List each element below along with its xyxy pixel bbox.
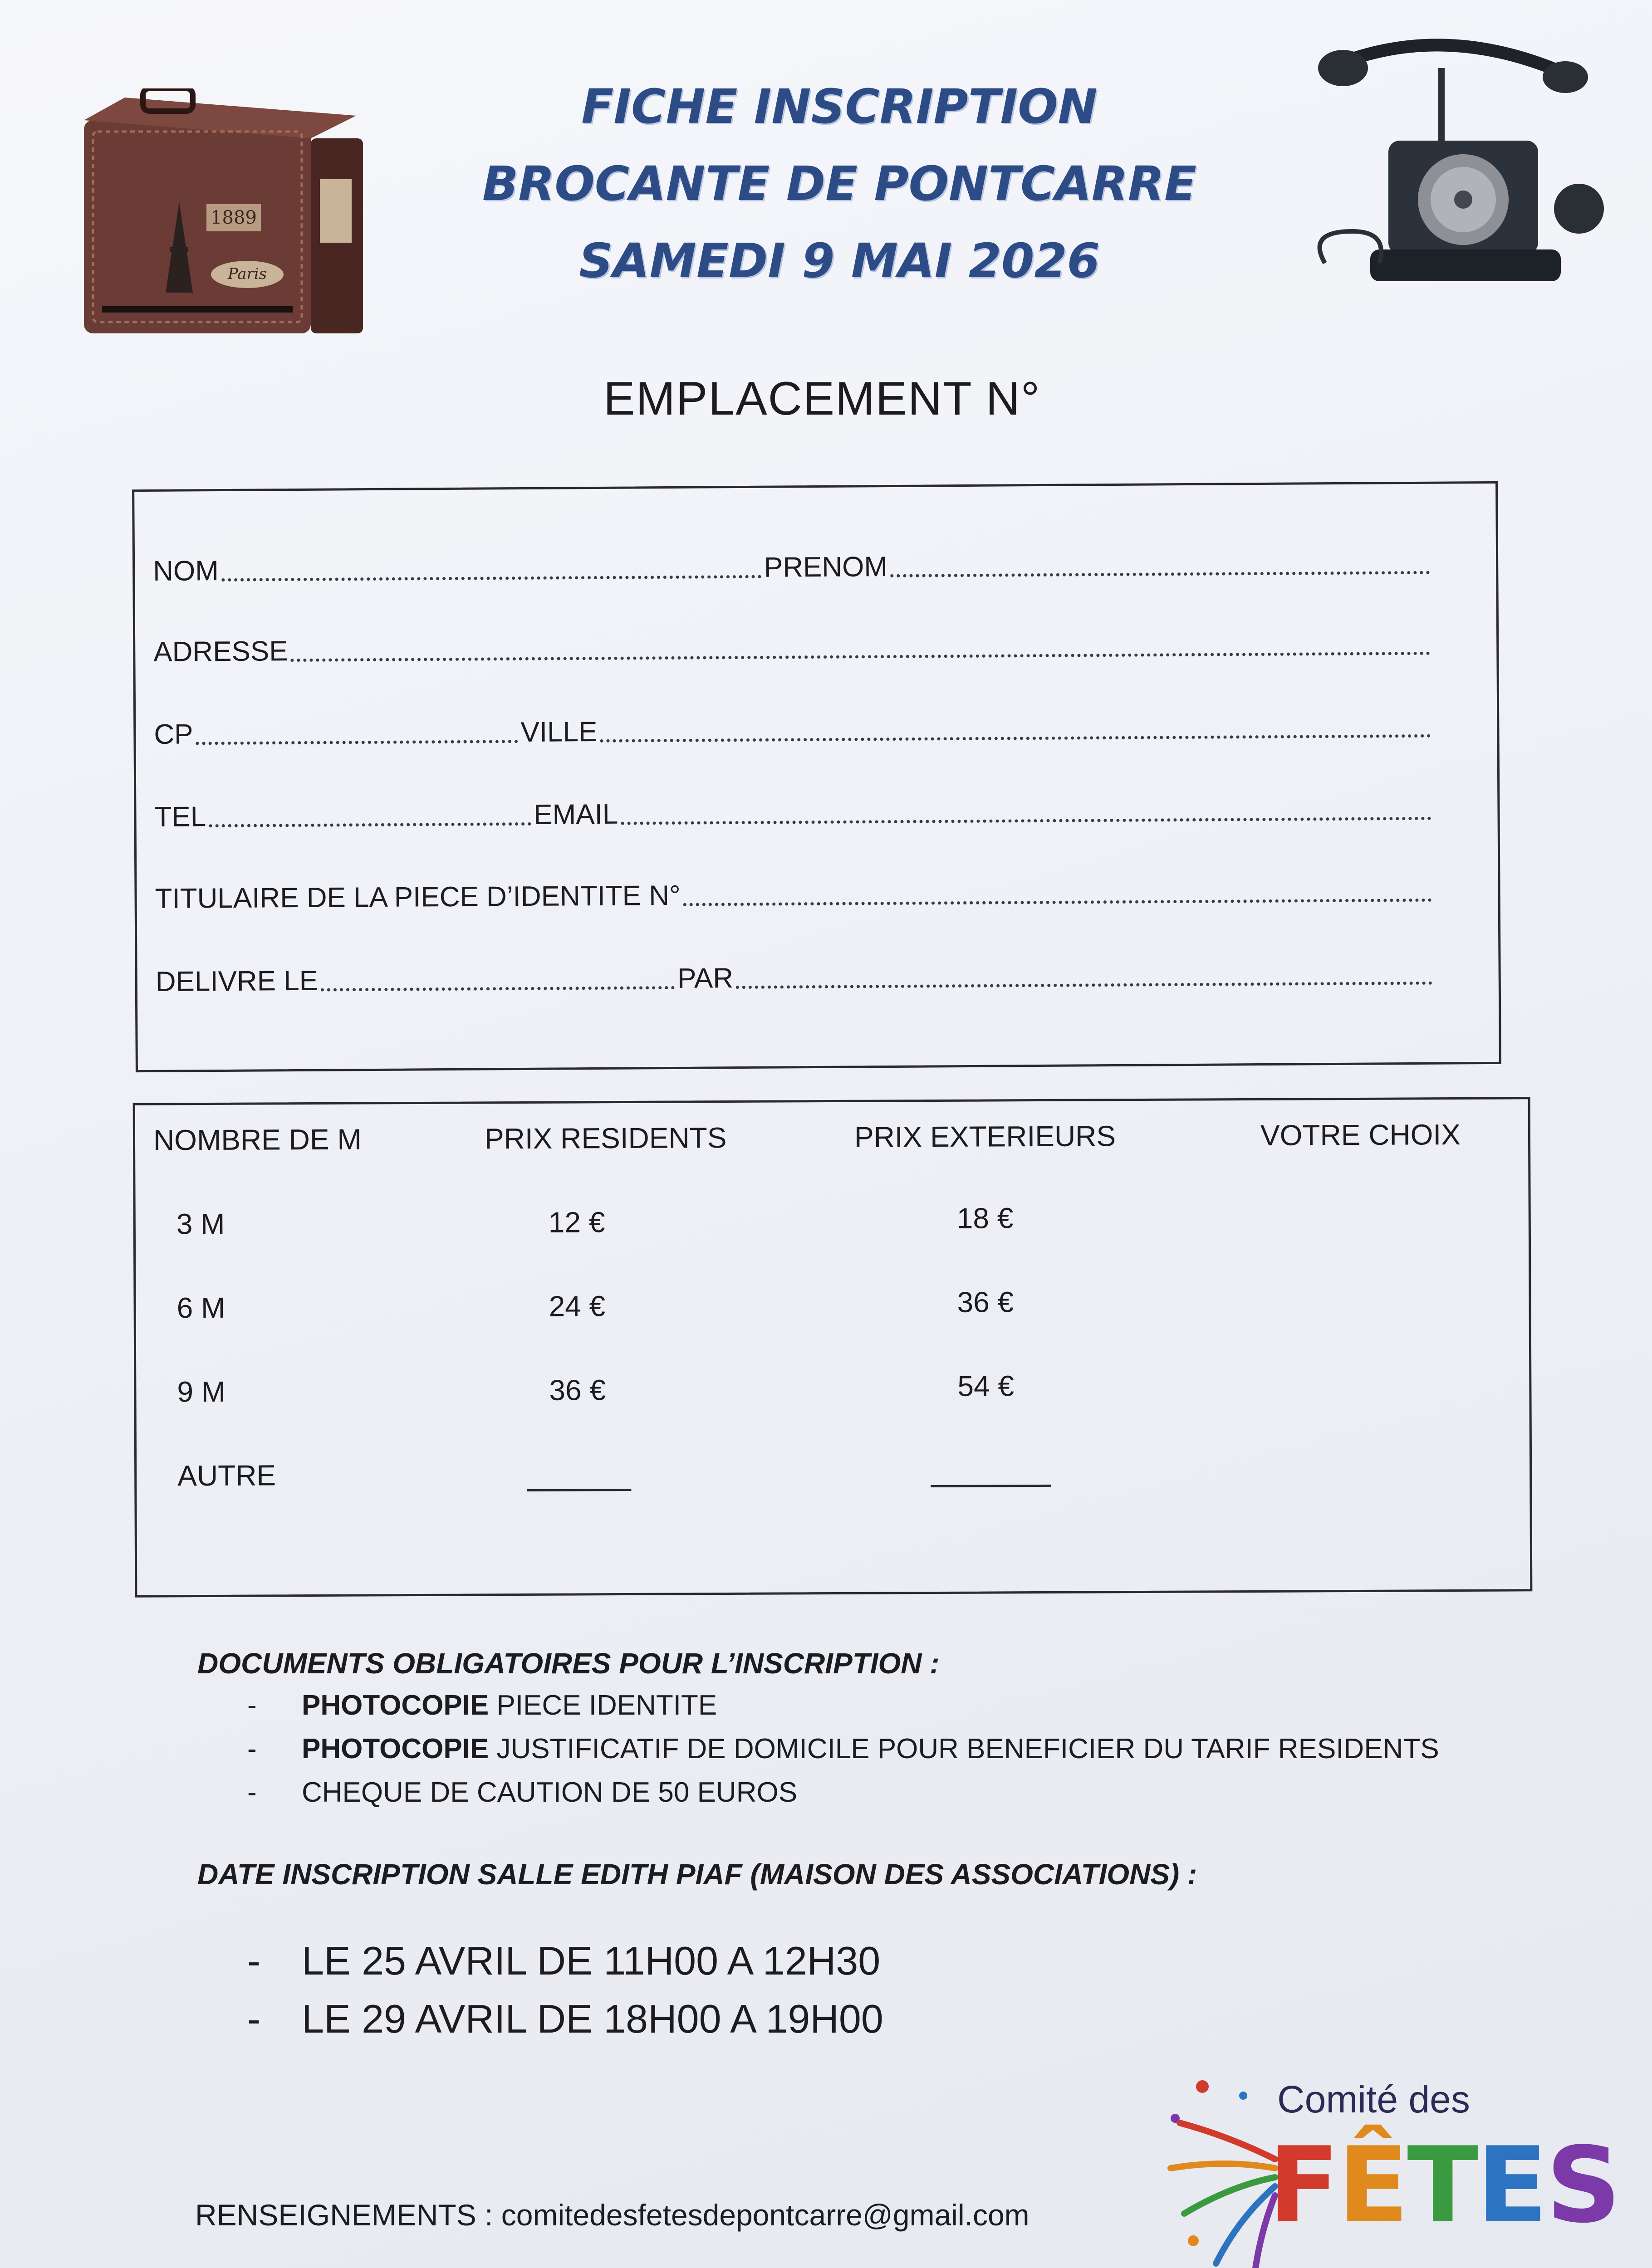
header-prix-residents: PRIX RESIDENTS [484, 1121, 727, 1155]
item-text: PIECE IDENTITE [489, 1690, 717, 1721]
ville-input-line[interactable] [600, 734, 1431, 743]
date-text: LE 25 AVRIL DE 11H00 A 12H30 [302, 1938, 881, 1983]
list-item [197, 1771, 1513, 1814]
documents-heading: DOCUMENTS OBLIGATOIRES POUR L’INSCRIPTION : [197, 1647, 940, 1680]
item-bold-text: PHOTOCOPIE [302, 1690, 489, 1721]
email-input-line[interactable] [621, 817, 1431, 825]
par-label: PAR [677, 963, 734, 994]
row-size: 9 M [177, 1375, 226, 1408]
logo-letter: Ê [1338, 2125, 1407, 2246]
emplacement-label: EMPLACEMENT N° [603, 372, 1041, 425]
nom-input-line[interactable] [221, 575, 761, 582]
logo-letter: F [1268, 2125, 1338, 2246]
bullet-dash: - [247, 1938, 261, 1983]
field-tel-email [154, 793, 1434, 833]
registration-heading: DATE INSCRIPTION SALLE EDITH PIAF (MAISON DES ASSOCIATIONS) : [197, 1858, 1197, 1891]
title-line-3: SAMEDI 9 MAI 2026 [578, 233, 1100, 288]
field-piece-identite [155, 875, 1434, 915]
comite-logo [1162, 2068, 1619, 2268]
page-title [454, 68, 1225, 299]
adresse-label: ADRESSE [153, 635, 288, 668]
field-nom-prenom [153, 547, 1432, 587]
registration-dates-section [197, 1857, 1513, 2048]
item-bold-text: PHOTOCOPIE [302, 1733, 489, 1765]
contact-info: RENSEIGNEMENTS : comitedesfetesdepontcarre@gmail.com [195, 2198, 1029, 2232]
logo-fetes-word [1268, 2125, 1619, 2246]
row-prix-resident: 24 € [549, 1290, 606, 1323]
bullet-dash: - [247, 1690, 257, 1721]
date-text: LE 29 AVRIL DE 18H00 A 19H00 [302, 1996, 883, 2041]
title-line-1: FICHE INSCRIPTION [581, 79, 1098, 134]
bullet-dash: - [247, 1777, 257, 1808]
list-item [197, 1684, 1513, 1727]
par-input-line[interactable] [736, 982, 1432, 989]
piece-identite-input-line[interactable] [683, 899, 1432, 906]
titulaire-label: TITULAIRE DE LA PIECE D’IDENTITE N° [155, 880, 681, 914]
row-prix-exterieur: 36 € [957, 1286, 1014, 1319]
suitcase-year-label: 1889 [211, 207, 257, 228]
documents-section [197, 1647, 1513, 1814]
prenom-label: PRENOM [764, 551, 888, 583]
prenom-input-line[interactable] [890, 571, 1430, 577]
delivre-input-line[interactable] [321, 986, 675, 992]
item-text: CHEQUE DE CAUTION DE 50 EUROS [302, 1777, 798, 1808]
header-votre-choix: VOTRE CHOIX [1260, 1118, 1461, 1152]
ville-label: VILLE [520, 716, 598, 748]
cp-label: CP [154, 719, 193, 750]
telephone-icon [1298, 18, 1615, 299]
header-prix-exterieurs: PRIX EXTERIEURS [854, 1119, 1116, 1154]
logo-letter: T [1407, 2125, 1477, 2246]
tel-input-line[interactable] [209, 822, 531, 827]
field-cp-ville [154, 711, 1433, 751]
delivre-label: DELIVRE LE [155, 965, 319, 997]
row-prix-exterieur: 54 € [957, 1369, 1015, 1403]
identity-form [132, 481, 1501, 1072]
bullet-dash: - [247, 1733, 257, 1765]
header-nombre-de-m: NOMBRE DE M [153, 1123, 362, 1157]
cp-input-line[interactable] [196, 740, 518, 745]
logo-title: Comité des [1277, 2078, 1470, 2121]
row-prix-resident: 12 € [548, 1206, 605, 1239]
list-item [197, 1990, 1513, 2048]
list-item [197, 1932, 1513, 1990]
suitcase-city-label: Paris [227, 265, 267, 283]
email-label: EMAIL [534, 798, 618, 831]
pricing-table [133, 1097, 1533, 1597]
tel-label: TEL [154, 801, 206, 833]
suitcase-icon [75, 88, 370, 342]
autre-resident-input-line[interactable] [527, 1489, 631, 1491]
row-size: 6 M [176, 1291, 225, 1325]
field-delivre-par [156, 958, 1435, 998]
row-prix-resident: 36 € [549, 1374, 606, 1407]
bullet-dash: - [247, 1996, 261, 2041]
logo-letter: E [1476, 2125, 1546, 2246]
logo-letter: S [1546, 2125, 1619, 2246]
row-size: 3 M [176, 1207, 225, 1241]
row-prix-exterieur: 18 € [956, 1202, 1014, 1235]
row-autre-label: AUTRE [177, 1459, 276, 1492]
list-item [197, 1727, 1513, 1771]
item-text: JUSTIFICATIF DE DOMICILE POUR BENEFICIER DU TARIF RESIDENTS [489, 1733, 1439, 1765]
autre-exterieur-input-line[interactable] [931, 1485, 1051, 1487]
title-line-2: BROCANTE DE PONTCARRE [482, 156, 1196, 211]
adresse-input-line[interactable] [291, 652, 1431, 662]
field-adresse [153, 628, 1433, 668]
nom-label: NOM [152, 555, 219, 587]
